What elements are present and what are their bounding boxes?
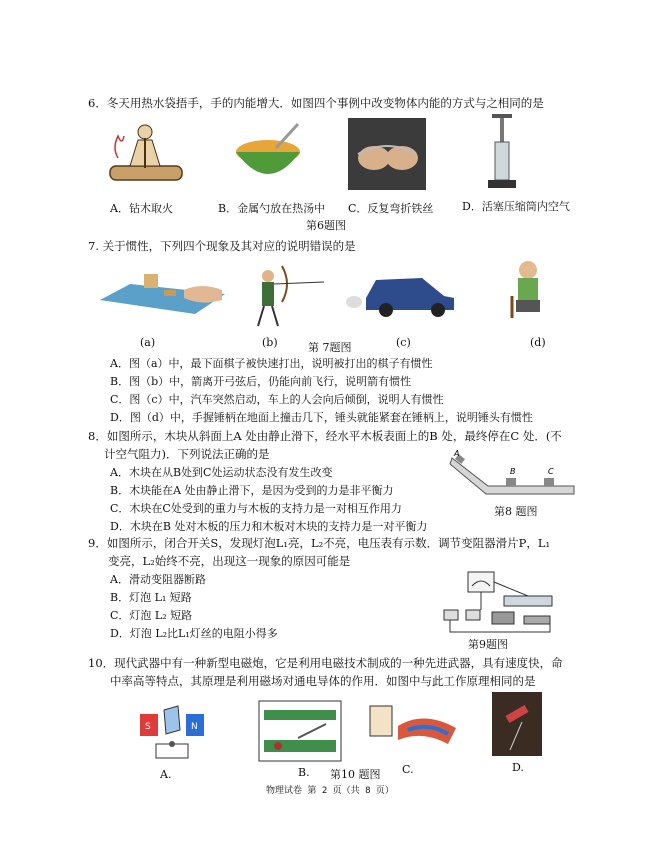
q9-stem-line1: 9．如图所示，闭合开关S，发现灯泡L₁亮，L₂不亮，电压表有示数．调节变阻器滑片P，L₁: [88, 536, 551, 550]
q8-mark-c: C: [548, 467, 554, 476]
q9-option-d: D．灯泡 L₂比L₁灯丝的电阻小得多: [110, 627, 278, 640]
q10-stem-line2: 中率高等特点，其原理是利用磁场对通电导体的作用．如图中与此工作原理相同的是: [110, 674, 536, 688]
q7-option-b: B．图（b）中，箭离开弓弦后，仍能向前飞行，说明箭有惯性: [110, 375, 412, 388]
q6-figure-caption: 第6题图: [306, 219, 346, 232]
q7-option-a: A．图（a）中，最下面棋子被快速打出，说明被打出的棋子有惯性: [110, 357, 433, 370]
q10-label-d: D.: [512, 761, 524, 774]
q7-label-a: (a): [140, 336, 156, 349]
q9-option-b: B．灯泡 L₁ 短路: [110, 591, 192, 604]
q7-label-b: (b): [262, 336, 278, 349]
q6-pic-d-piston: [482, 112, 522, 194]
q10-label-b: B.: [298, 766, 310, 779]
q6-pic-a-drill-fire: [100, 118, 190, 193]
q9-option-a: A．滑动变阻器断路: [110, 573, 206, 586]
q10-pic-d-magnet-photo: [492, 692, 542, 756]
q10-figure-caption: 第10 题图: [330, 768, 381, 781]
q8-incline-diagram: [448, 450, 578, 500]
q9-circuit-diagram: [440, 570, 560, 636]
q8-mark-b: B: [510, 467, 516, 476]
q9-figure-caption: 第9题图: [468, 638, 508, 651]
q7-label-c: (c): [396, 336, 411, 349]
q8-mark-a: A: [454, 450, 460, 458]
q8-stem-line2: 计空气阻力)．下列说法正确的是: [104, 447, 270, 461]
q7-pic-c-car: [346, 268, 460, 318]
q10-pic-c-coil-magnet: [368, 700, 464, 760]
q10-label-a: A.: [160, 768, 172, 781]
q8-stem-line1: 8．如图所示，木块从斜面上A 处由静止滑下，经水平木板表面上的B 处，最终停在C 处．(不: [88, 429, 562, 443]
q6-option-a: A．钻木取火: [110, 202, 173, 215]
q6-option-c: C．反复弯折铁丝: [348, 202, 434, 215]
q9-option-c: C．灯泡 L₂ 短路: [110, 609, 193, 622]
q10-label-c: C.: [402, 763, 414, 776]
q10-pic-a-magnet-coil: [136, 700, 208, 762]
q10-magnet-s: S: [145, 722, 151, 732]
q6-stem: 6．冬天用热水袋捂手，手的内能增大．如图四个事例中改变物体内能的方式与之相同的是: [88, 96, 544, 110]
q6-pic-c-bend-wire: [348, 118, 426, 190]
q6-pic-b-spoon-soup: [230, 118, 310, 193]
q7-pic-a-checkers: [100, 262, 225, 324]
q7-pic-b-archer: [248, 262, 328, 330]
q8-option-b: B．木块能在A 处由静止滑下，是因为受到的力是非平衡力: [110, 484, 394, 497]
q10-stem-line1: 10．现代武器中有一种新型电磁炮，它是利用电磁技术制成的一种先进武器，具有速度快，命: [88, 656, 563, 670]
q7-stem: 7. 关于惯性，下列四个现象及其对应的说明错误的是: [88, 239, 356, 253]
q10-pic-b-rail-apparatus: [258, 700, 342, 762]
q8-option-d: D．木块在B 处对木板的压力和木板对木块的支持力是一对平衡力: [110, 520, 428, 533]
q7-figure-caption: 第 7题图: [308, 341, 352, 354]
q9-stem-line2: 变亮，L₂始终不亮，出现这一现象的原因可能是: [108, 554, 351, 568]
q7-option-c: C．图（c）中，汽车突然启动，车上的人会向后倾倒，说明人有惯性: [110, 393, 444, 406]
q7-pic-d-hammer: [498, 256, 558, 322]
q6-option-b: B．金属勺放在热汤中: [218, 202, 326, 215]
q8-option-c: C．木块在C处受到的重力与木板的支持力是一对相互作用力: [110, 502, 402, 515]
q10-magnet-n: N: [191, 722, 198, 732]
q7-option-d: D．图（d）中，手握锤柄在地面上撞击几下，锤头就能紧套在锤柄上，说明锤头有惯性: [110, 411, 533, 424]
q6-option-d: D．活塞压缩筒内空气: [462, 200, 570, 213]
q7-label-d: (d): [530, 336, 546, 349]
page-footer: 物理试卷 第 2 页（共 8 页）: [266, 786, 394, 796]
q8-option-a: A．木块在从B处到C处运动状态没有发生改变: [110, 466, 333, 479]
q8-figure-caption: 第8 题图: [494, 505, 538, 518]
